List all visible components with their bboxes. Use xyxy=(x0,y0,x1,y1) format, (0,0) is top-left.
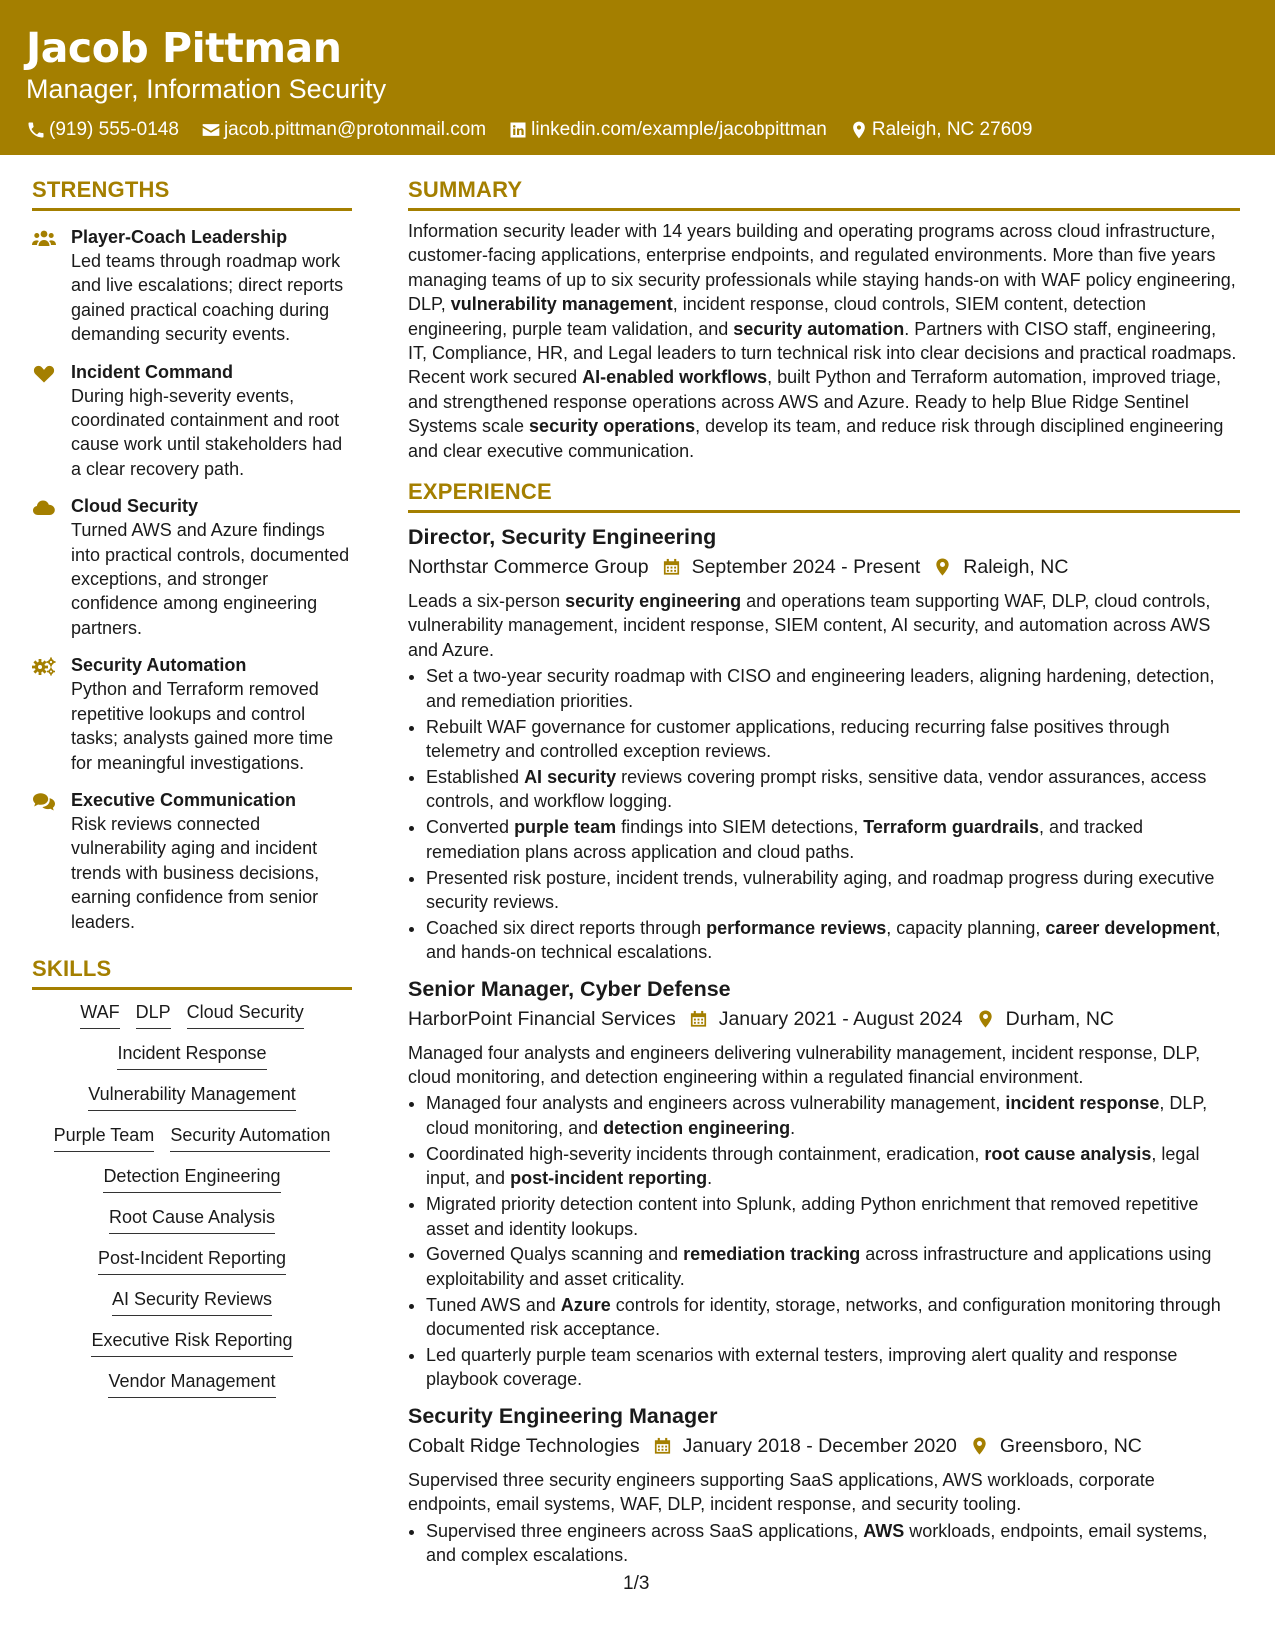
job-bullet: • Coordinated high-severity incidents through containment, eradication, root cause analysis, legal input, and post-incident reporting. xyxy=(426,1142,1240,1191)
strength-title: Player-Coach Leadership xyxy=(71,227,288,247)
job-entry xyxy=(408,523,1240,965)
users-icon xyxy=(32,225,71,347)
strengths-list xyxy=(32,225,352,934)
contact-linkedin[interactable] xyxy=(508,118,827,142)
skill-tag: WAF xyxy=(80,1000,119,1029)
skill-tag: Security Automation xyxy=(170,1123,330,1152)
strength-body xyxy=(71,225,352,347)
skills-list xyxy=(32,1000,352,1398)
contact-bar xyxy=(26,118,1249,142)
strength-body xyxy=(71,653,352,775)
strength-title: Executive Communication xyxy=(71,789,297,810)
strength-description: Turned AWS and Azure findings into practical controls, documented exceptions, and stronger confidence among engineering partners. xyxy=(71,520,350,638)
strength-item xyxy=(32,360,352,482)
job-title: Senior Manager, Cyber Defense xyxy=(408,976,731,1001)
skill-tag: DLP xyxy=(136,1000,171,1029)
experience-section xyxy=(408,477,1240,1567)
jobs-list xyxy=(408,523,1240,1567)
strengths-section xyxy=(32,175,352,934)
strength-description: Python and Terraform removed repetitive lookups and control tasks; analysts gained more time for meaningful investigations. xyxy=(71,679,334,773)
skill-row xyxy=(32,1369,352,1398)
job-bullets xyxy=(408,664,1240,964)
job-entry xyxy=(408,975,1240,1392)
job-location: Greensboro, NC xyxy=(999,1434,1142,1457)
map-marker-icon xyxy=(849,120,869,140)
job-bullet: • Established AI security reviews covering prompt risks, sensitive data, vendor assurances, access controls, and workflow logging. xyxy=(426,765,1240,814)
skill-row xyxy=(32,1000,352,1029)
strength-item xyxy=(32,788,352,934)
strength-body xyxy=(71,360,352,482)
cloud-icon xyxy=(32,494,71,640)
job-bullet: • Presented risk posture, incident trends, vulnerability aging, and roadmap progress during executive security reviews. xyxy=(426,866,1240,915)
skill-tag: Detection Engineering xyxy=(103,1164,280,1193)
linkedin-icon xyxy=(508,120,528,140)
skill-row xyxy=(32,1205,352,1234)
strength-description: During high-severity events, coordinated containment and root cause work until stakeholders had a clear recovery path. xyxy=(71,385,343,479)
skills-section xyxy=(32,954,352,1398)
contact-phone[interactable] xyxy=(26,118,179,142)
job-location: Raleigh, NC xyxy=(963,556,1069,579)
page-number: 1/3 xyxy=(623,1573,650,1594)
comments-icon xyxy=(32,788,71,934)
skill-tag: Incident Response xyxy=(117,1041,266,1070)
calendar-icon xyxy=(662,557,681,577)
skill-tag: Vendor Management xyxy=(108,1369,275,1398)
skill-row xyxy=(32,1287,352,1316)
phone-icon xyxy=(26,120,46,140)
skill-tag: Cloud Security xyxy=(187,1000,304,1029)
strength-body xyxy=(71,788,352,934)
calendar-icon xyxy=(689,1009,708,1029)
job-meta xyxy=(408,1432,1240,1460)
skill-tag: Executive Risk Reporting xyxy=(91,1328,292,1357)
candidate-role: Manager, Information Security xyxy=(26,74,387,104)
job-bullet: • Coached six direct reports through performance reviews, capacity planning, career development, and hands-on technical escalations. xyxy=(426,916,1240,965)
job-dates: September 2024 - Present xyxy=(691,556,921,579)
strength-title: Security Automation xyxy=(71,655,247,676)
linkedin-text: linkedin.com/example/jacobpittman xyxy=(531,119,827,140)
summary-section xyxy=(408,175,1240,463)
strength-description: Risk reviews connected vulnerability aging and incident trends with business decisions, earning confidence from senior leaders. xyxy=(71,813,320,932)
envelope-icon xyxy=(201,120,221,140)
job-bullet: • Tuned AWS and Azure controls for identity, storage, networks, and configuration monitoring through documented risk acceptance. xyxy=(426,1293,1240,1342)
strength-title: Cloud Security xyxy=(71,496,199,517)
heart-icon xyxy=(32,360,71,482)
skill-row xyxy=(32,1123,352,1152)
strength-body xyxy=(71,494,352,640)
job-bullet: • Governed Qualys scanning and remediation tracking across infrastructure and applications using exploitability and asset criticality. xyxy=(426,1242,1240,1291)
experience-heading: EXPERIENCE xyxy=(408,477,1240,513)
job-bullet: • Supervised three engineers across SaaS applications, AWS workloads, endpoints, email systems, and complex escalations. xyxy=(426,1519,1240,1568)
skill-tag: Post-Incident Reporting xyxy=(98,1246,286,1275)
job-title: Security Engineering Manager xyxy=(408,1403,718,1428)
job-location: Durham, NC xyxy=(1005,1007,1114,1030)
job-bullet: • Converted purple team findings into SIEM detections, Terraform guardrails, and tracked remediation plans across application and cloud paths. xyxy=(426,815,1240,864)
job-title: Director, Security Engineering xyxy=(408,525,717,550)
map-marker-icon xyxy=(976,1009,995,1029)
job-bullets xyxy=(408,1091,1240,1391)
gears-icon xyxy=(32,653,71,775)
job-dates: January 2021 - August 2024 xyxy=(718,1007,963,1030)
location-text: Raleigh, NC 27609 xyxy=(871,119,1033,140)
skill-row xyxy=(32,1164,352,1193)
job-bullet: • Rebuilt WAF governance for customer applications, reducing recurring false positives through telemetry and controlled exception reviews. xyxy=(426,715,1240,764)
strength-item xyxy=(32,494,352,640)
skill-tag: Vulnerability Management xyxy=(88,1082,295,1111)
job-bullet: • Set a two-year security roadmap with CISO and engineering leaders, aligning hardening, detection, and remediation priorities. xyxy=(426,664,1240,713)
candidate-name: Jacob Pittman xyxy=(26,24,342,72)
job-entry xyxy=(408,1402,1240,1568)
job-meta xyxy=(408,553,1240,581)
email-text: jacob.pittman@protonmail.com xyxy=(223,119,487,140)
strength-description: Led teams through roadmap work and live escalations; direct reports gained practical coaching during demanding security events. xyxy=(71,251,344,345)
map-marker-icon xyxy=(970,1436,989,1456)
strength-title: Incident Command xyxy=(71,361,234,382)
job-company: Cobalt Ridge Technologies xyxy=(408,1434,640,1457)
job-bullet: • Led quarterly purple team scenarios with external testers, improving alert quality and response playbook coverage. xyxy=(426,1343,1240,1392)
resume-header xyxy=(0,0,1275,155)
skills-heading: SKILLS xyxy=(32,954,352,990)
calendar-icon xyxy=(653,1436,672,1456)
contact-location xyxy=(849,118,1033,142)
phone-text: (919) 555-0148 xyxy=(49,119,179,140)
strength-item xyxy=(32,653,352,775)
contact-email[interactable] xyxy=(201,118,486,142)
summary-text: Information security leader with 14 years building and operating programs across cloud infrastructure, customer-facing applications, enterprise endpoints, and regulated environments. More than five years managing teams of up to six security professionals while staying hands-on with WAF policy engineering, DLP, vulnerability management, incident response, cloud controls, SIEM content, detection engineering, purple team validation, and security automation. Partners with CISO staff, engineering, IT, Compliance, HR, and Legal leaders to turn technical risk into clear decisions and practical roadmaps. Recent work secured AI-enabled workflows, built Python and Terraform automation, improved triage, and strengthened response operations across AWS and Azure. Ready to help Blue Ridge Sentinel Systems scale security operations, develop its team, and reduce risk through disciplined engineering and clear executive communication. xyxy=(408,221,1237,461)
sidebar xyxy=(32,175,352,1410)
strengths-heading: STRENGTHS xyxy=(32,175,352,211)
skill-tag: Purple Team xyxy=(54,1123,155,1152)
job-description: Leads a six-person security engineering and operations team supporting WAF, DLP, cloud controls, vulnerability management, incident response, SIEM content, AI security, and automation across AWS and Azure. xyxy=(408,591,1211,660)
job-bullet: • Managed four analysts and engineers across vulnerability management, incident response, DLP, cloud monitoring, and detection engineering. xyxy=(426,1091,1240,1140)
skill-row xyxy=(32,1082,352,1111)
job-meta xyxy=(408,1005,1240,1033)
job-bullets xyxy=(408,1519,1240,1568)
job-company: HarborPoint Financial Services xyxy=(408,1007,676,1030)
skill-row xyxy=(32,1328,352,1357)
job-company: Northstar Commerce Group xyxy=(408,556,649,579)
map-marker-icon xyxy=(933,557,952,577)
strength-item xyxy=(32,225,352,347)
summary-heading: SUMMARY xyxy=(408,175,1240,211)
skill-row xyxy=(32,1041,352,1070)
job-bullet: • Migrated priority detection content into Splunk, adding Python enrichment that removed repetitive asset and identity lookups. xyxy=(426,1192,1240,1241)
skill-row xyxy=(32,1246,352,1275)
job-description: Supervised three security engineers supporting SaaS applications, AWS workloads, corporate endpoints, email systems, WAF, DLP, incident response, and security tooling. xyxy=(408,1469,1155,1515)
job-dates: January 2018 - December 2020 xyxy=(682,1434,957,1457)
main-column xyxy=(408,175,1240,1569)
skill-tag: AI Security Reviews xyxy=(112,1287,272,1316)
skill-tag: Root Cause Analysis xyxy=(109,1205,275,1234)
job-description: Managed four analysts and engineers delivering vulnerability management, incident response, DLP, cloud monitoring, and detection engineering within a regulated financial environment. xyxy=(408,1042,1201,1088)
